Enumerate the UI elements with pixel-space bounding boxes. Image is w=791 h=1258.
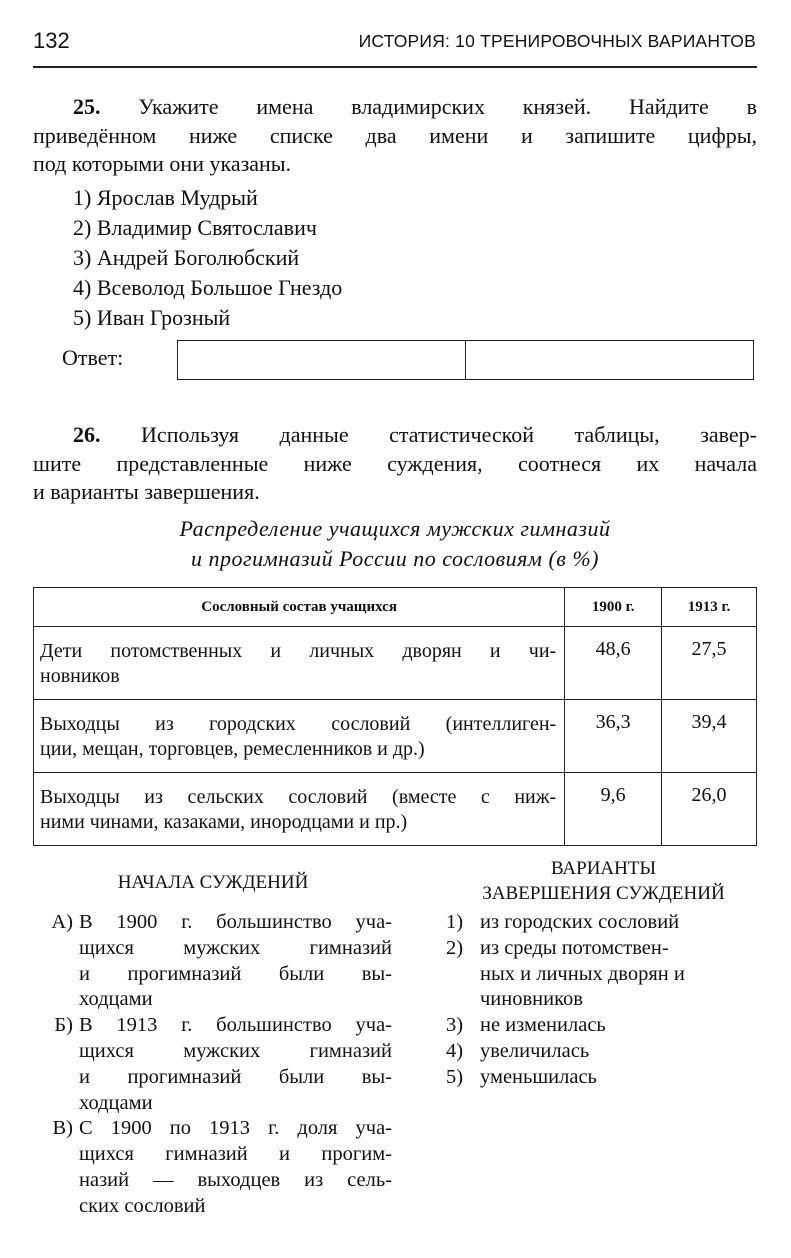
ending-line: не изменилась — [480, 1014, 606, 1037]
table-row — [34, 627, 757, 700]
row-label — [34, 773, 565, 846]
answer-label: Ответ: — [62, 345, 124, 370]
q25-option: 2) Владимир Святославич — [73, 215, 317, 240]
q25-options-list — [73, 183, 342, 333]
q26-prompt — [33, 421, 757, 507]
beginning-line: ходцами — [79, 988, 153, 1011]
beginning-line: С 1900 по 1913 г. доля уча- — [79, 1117, 392, 1140]
beginning-line: и прогимназий были вы- — [79, 962, 392, 985]
beginning-line: щихся мужских гимназий — [79, 936, 392, 959]
column-header: 1900 г. — [565, 588, 662, 627]
beginning-item — [33, 910, 393, 1013]
q26-number: 26. — [73, 422, 101, 447]
beginning-letter: А) — [51, 911, 73, 933]
table-row — [34, 700, 757, 773]
q25-number: 25. — [73, 94, 101, 119]
row-label-line: новников — [40, 665, 120, 687]
beginning-line: щихся мужских гимназий — [79, 1039, 392, 1062]
value-1913: 26,0 — [662, 773, 757, 846]
ending-line: уменьшилась — [480, 1065, 597, 1088]
column-header: Сословный состав учащихся — [34, 588, 565, 627]
beginning-item — [33, 1116, 393, 1219]
ending-line: увеличилась — [480, 1039, 590, 1062]
beginning-line: и прогимназий были вы- — [79, 1065, 392, 1088]
beginnings-header: НАЧАЛА СУЖДЕНИЙ — [117, 872, 309, 893]
q25-line: под которыми они указаны. — [33, 151, 292, 176]
endings-list — [446, 910, 761, 1091]
page-number: 132 — [33, 28, 70, 53]
ending-item — [446, 1013, 761, 1039]
ending-line: из среды потомствен- — [480, 936, 669, 959]
row-label-line: Дети потомственных и личных дворян и чи- — [40, 640, 557, 662]
row-label — [34, 627, 565, 700]
q25-option: 1) Ярослав Мудрый — [73, 185, 258, 210]
beginning-line: назий — выходцев из сель- — [79, 1168, 392, 1191]
q26-line: Используя данные статистической таблицы, завер- — [141, 422, 757, 447]
row-label-line: ции, мещан, торговцев, ремесленников и др.) — [40, 738, 425, 760]
ending-item — [446, 1039, 761, 1065]
beginning-line: ходцами — [79, 1091, 153, 1114]
ending-line: чиновников — [480, 988, 583, 1011]
beginning-line: В 1913 г. большинство уча- — [79, 1014, 392, 1037]
endings-header-line: ВАРИАНТЫ — [550, 858, 657, 879]
q25-prompt — [33, 93, 757, 179]
ending-item — [446, 1065, 761, 1091]
answer-cell-2[interactable] — [465, 341, 753, 379]
answer-box[interactable] — [177, 340, 754, 380]
beginning-letter: Б) — [54, 1014, 73, 1037]
ending-item — [446, 936, 761, 1013]
statistics-table — [33, 587, 757, 846]
q25-line: приведённом ниже списке два имени и запишите цифры, — [33, 122, 757, 148]
row-label-line: Выходцы из сельских сословий (вместе с ниж- — [40, 786, 557, 808]
value-1900: 36,3 — [565, 700, 662, 773]
ending-number: 1) — [446, 911, 464, 933]
table-caption — [33, 514, 757, 574]
q25-option: 4) Всеволод Большое Гнездо — [73, 275, 343, 300]
ending-line: ных и личных дворян и — [480, 962, 685, 985]
table-header-row — [34, 588, 757, 627]
row-label-line: Выходцы из городских сословий (интеллиген- — [40, 713, 557, 735]
q25-option: 3) Андрей Боголюбский — [73, 245, 300, 270]
value-1900: 9,6 — [565, 773, 662, 846]
endings-header — [446, 856, 761, 906]
beginnings-list — [33, 910, 393, 1220]
header-divider — [33, 66, 757, 68]
q25-option: 5) Иван Грозный — [73, 305, 231, 330]
q26-line: и варианты завершения. — [33, 479, 260, 504]
beginning-letter: В) — [52, 1117, 73, 1140]
beginning-line: щихся гимназий и прогим- — [79, 1143, 392, 1166]
row-label-line: ними чинами, казаками, инородцами и пр.) — [40, 811, 408, 833]
ending-number: 4) — [446, 1039, 464, 1062]
column-header: 1913 г. — [662, 588, 757, 627]
ending-number: 2) — [446, 936, 464, 959]
beginning-line: В 1900 г. большинство уча- — [79, 911, 392, 933]
endings-header-line: ЗАВЕРШЕНИЯ СУЖДЕНИЙ — [482, 883, 725, 904]
q26-line: шите представленные ниже суждения, соотнеся их начала — [33, 450, 757, 476]
ending-line: из городских сословий — [480, 911, 680, 933]
caption-line: и прогимназий России по сословиям (в %) — [191, 546, 599, 571]
value-1913: 39,4 — [662, 700, 757, 773]
beginning-line: ских сословий — [79, 1194, 206, 1217]
value-1900: 48,6 — [565, 627, 662, 700]
q25-line: Укажите имена владимирских князей. Найдите в — [138, 94, 758, 119]
row-label — [34, 700, 565, 773]
table-row — [34, 773, 757, 846]
caption-line: Распределение учащихся мужских гимназий — [179, 516, 611, 541]
ending-number: 5) — [446, 1065, 464, 1088]
answer-cell-1[interactable] — [178, 341, 465, 379]
ending-number: 3) — [446, 1014, 464, 1037]
ending-item — [446, 910, 761, 936]
value-1913: 27,5 — [662, 627, 757, 700]
running-title: ИСТОРИЯ: 10 ТРЕНИРОВОЧНЫХ ВАРИАНТОВ — [358, 31, 756, 51]
beginning-item — [33, 1013, 393, 1116]
